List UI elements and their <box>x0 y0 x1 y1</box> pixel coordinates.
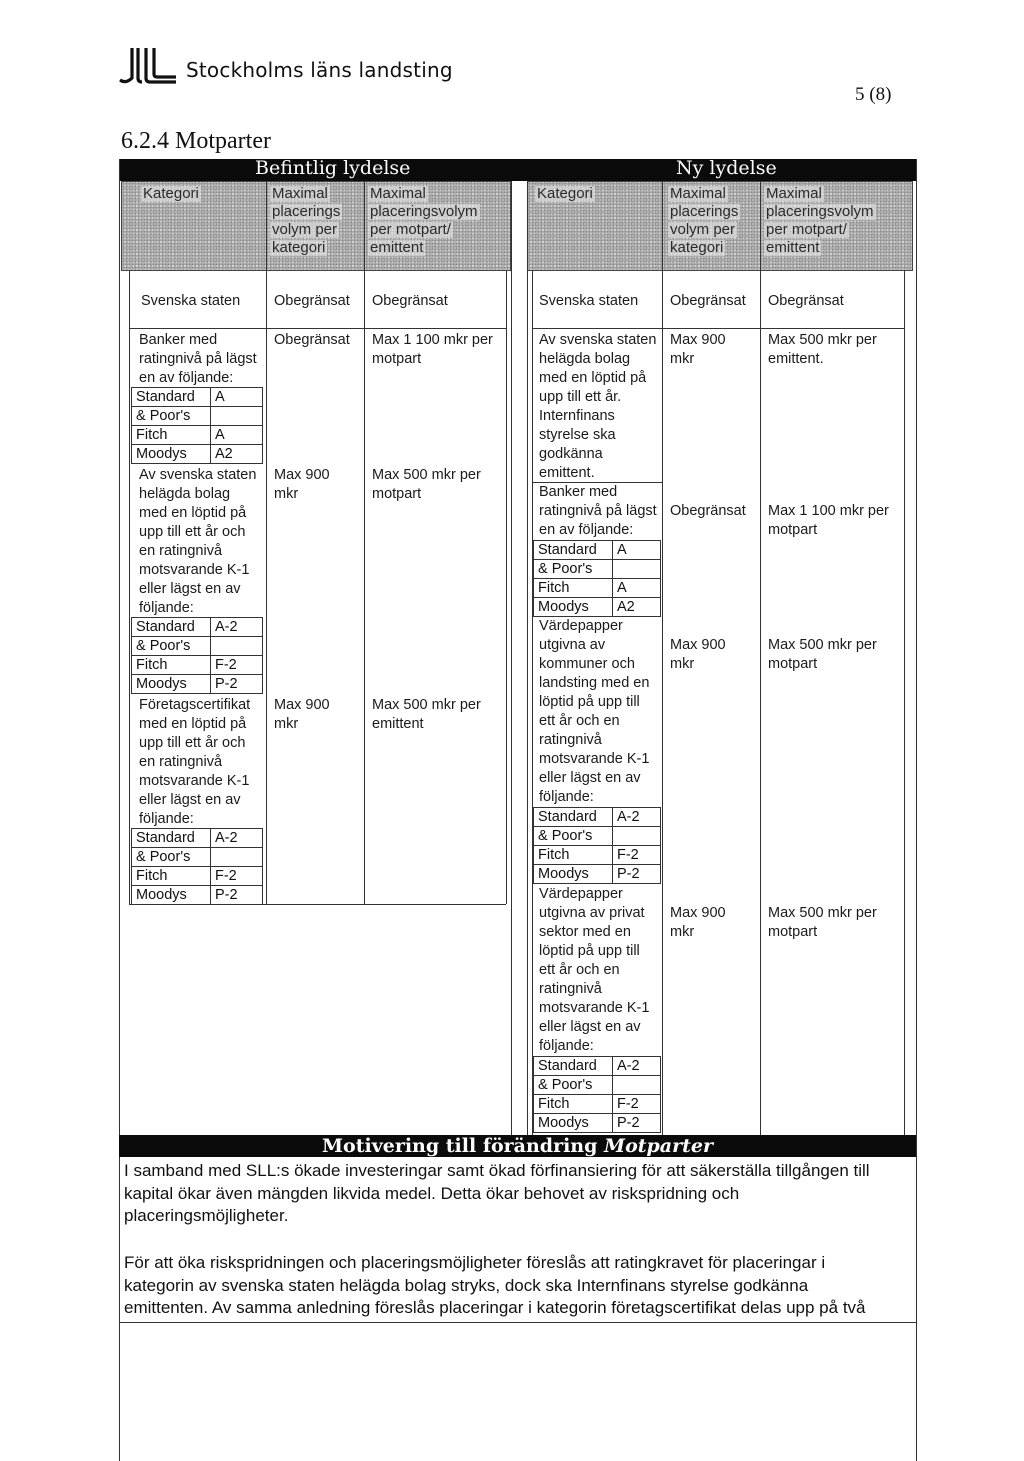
agency: Moodys <box>534 865 613 884</box>
rating <box>613 827 661 846</box>
rating: P-2 <box>211 886 263 905</box>
text-line: ratingnivå <box>539 732 602 748</box>
text-line: helägda bolag <box>539 351 631 367</box>
rating: A2 <box>211 445 263 464</box>
right-group-title: Ny lydelse <box>676 157 777 179</box>
left-banker-text <box>139 331 257 388</box>
text-line: sektor med en <box>539 924 631 940</box>
right-col-sep-1 <box>662 181 663 1141</box>
text-line: Max 500 mkr per <box>372 697 481 713</box>
text-line: mkr <box>670 351 695 367</box>
left-ftg-kat <box>274 696 330 734</box>
motivation-title-prefix: Motivering till förändring <box>322 1135 605 1157</box>
header-label: Maximal <box>766 185 822 202</box>
text-line: med en löptid på <box>539 370 647 386</box>
text-line: Internfinans <box>539 408 615 424</box>
text-line: löptid på upp till <box>539 943 640 959</box>
text-line: helägda bolag <box>139 486 231 502</box>
agency: & Poor's <box>132 407 211 426</box>
rating: P-2 <box>613 1114 661 1133</box>
text-line: eller lägst en av <box>139 792 241 808</box>
text-line: eller lägst en av <box>539 770 641 786</box>
text-line: Max 500 mkr per <box>768 905 877 921</box>
text-line: Max 900 <box>670 332 726 348</box>
left-table-inner-left <box>129 271 130 904</box>
text-line: en av följande: <box>139 370 234 386</box>
rating: F-2 <box>613 846 661 865</box>
agency: & Poor's <box>534 1076 613 1095</box>
text-line: Max 900 <box>274 467 330 483</box>
right-banker-kat: Obegränsat <box>670 503 746 519</box>
text-line: motsvarande K-1 <box>139 562 250 578</box>
text-line: ratingnivå på lägst <box>539 503 657 519</box>
agency: & Poor's <box>132 848 211 867</box>
right-table-right-border <box>904 271 905 1141</box>
header-label: volym per <box>670 221 736 238</box>
header-label: placeringsvolym <box>370 203 478 220</box>
text-line: eller lägst en av <box>139 581 241 597</box>
left-col-sep-2 <box>364 181 365 904</box>
rating: F-2 <box>211 656 263 675</box>
agency: Fitch <box>132 867 211 886</box>
right-svenska-staten: Svenska staten <box>539 293 639 309</box>
right-banker-ratings <box>533 540 661 617</box>
text-line: en av följande: <box>539 522 634 538</box>
header-label: per motpart/ <box>370 221 451 238</box>
motivation-paragraph-2 <box>124 1252 866 1320</box>
rating <box>211 848 263 867</box>
text-line: följande: <box>539 789 594 805</box>
agency: Moodys <box>534 598 613 617</box>
right-kommun-ratings <box>533 807 661 884</box>
text-line: ett år och en <box>539 962 620 978</box>
text-line: Max 500 mkr per <box>768 637 877 653</box>
header-label: Maximal <box>272 185 328 202</box>
text-line: placeringsmöjligheter. <box>124 1206 289 1225</box>
text-line: med en löptid på <box>139 505 247 521</box>
right-kommun-mot <box>768 636 877 674</box>
text-line: I samband med SLL:s ökade investeringar samt ökad förfinansiering för att säkerställa tillgången till <box>124 1161 870 1180</box>
right-privat-ratings <box>533 1056 661 1133</box>
text-line: Banker med <box>139 332 218 348</box>
text-line: en ratingnivå <box>139 543 223 559</box>
table-title-bar <box>119 159 916 181</box>
text-line: kapital ökar även mängden likvida medel. Detta ökar behovet av riskspridning och <box>124 1183 740 1203</box>
rating: F-2 <box>211 867 263 886</box>
right-kommun-text <box>539 617 649 807</box>
text-line: kategorin av svenska staten helägda bolag stryks, dock ska Internfinans styrelse godkänna <box>124 1275 809 1295</box>
header-label: kategori <box>670 239 724 256</box>
text-line: styrelse ska <box>539 427 616 443</box>
header-label: Kategori <box>537 185 593 202</box>
text-line: följande: <box>139 811 194 827</box>
header-label: placerings <box>670 203 739 220</box>
text-line: Av svenska staten <box>539 332 657 348</box>
right-row-sep-1 <box>532 328 904 329</box>
agency: Standard <box>534 808 613 827</box>
rating: P-2 <box>613 865 661 884</box>
text-line: ett år och en <box>539 713 620 729</box>
page-number: 5 (8) <box>855 84 892 105</box>
text-line: Max 900 <box>274 697 330 713</box>
right-col-max-kategori-header <box>668 185 760 257</box>
right-privat-text <box>539 885 649 1056</box>
header-label: Kategori <box>143 185 199 202</box>
left-bolag-ratings <box>131 617 263 694</box>
text-line: eller lägst en av <box>539 1019 641 1035</box>
agency: Fitch <box>132 426 211 445</box>
left-ftg-mot <box>372 696 481 734</box>
agency: Moodys <box>132 675 211 694</box>
header-label: Maximal <box>370 185 426 202</box>
text-line: emittent. <box>768 351 824 367</box>
left-table-inner-right <box>506 271 507 904</box>
motivation-title-italic: Motparter <box>604 1135 713 1157</box>
text-line: godkänna <box>539 446 603 462</box>
agency: Fitch <box>132 656 211 675</box>
text-line: Max 1 100 mkr per <box>768 503 889 519</box>
text-line: mkr <box>670 924 695 940</box>
right-col-sep-2 <box>760 181 761 1141</box>
agency: & Poor's <box>534 560 613 579</box>
agency: Standard <box>132 618 211 637</box>
rating: A <box>613 579 661 598</box>
left-row-sep-1 <box>129 328 506 329</box>
text-line: landsting med en <box>539 675 650 691</box>
left-svenska-staten-mot: Obegränsat <box>372 293 448 309</box>
sll-logo-icon <box>116 44 180 86</box>
agency: Fitch <box>534 1095 613 1114</box>
right-svenska-staten-mot: Obegränsat <box>768 293 844 309</box>
text-line: Värdepapper <box>539 886 623 902</box>
right-privat-mot <box>768 904 877 942</box>
rating: A-2 <box>211 829 263 848</box>
text-line: motpart <box>768 656 818 672</box>
agency: Fitch <box>534 846 613 865</box>
text-line: motsvarande K-1 <box>539 1000 650 1016</box>
text-line: med en löptid på <box>139 716 247 732</box>
rating <box>211 407 263 426</box>
right-privat-kat <box>670 904 726 942</box>
text-line: följande: <box>539 1038 594 1054</box>
text-line: utgivna av privat <box>539 905 645 921</box>
text-line: följande: <box>139 600 194 616</box>
right-banker-text <box>539 483 657 540</box>
left-bolag-text <box>139 466 256 618</box>
right-bolag-mot <box>768 331 877 369</box>
section-title: 6.2.4 Motparter <box>121 128 271 154</box>
text-line: kommuner och <box>539 656 635 672</box>
left-ftg-ratings <box>131 828 263 905</box>
agency: & Poor's <box>132 637 211 656</box>
left-group-title: Befintlig lydelse <box>255 157 411 179</box>
motivation-title-bar <box>119 1135 916 1157</box>
left-svenska-staten-kat: Obegränsat <box>274 293 350 309</box>
header-label: placerings <box>272 203 341 220</box>
rating <box>613 1076 661 1095</box>
org-name: Stockholms läns landsting <box>186 58 453 82</box>
text-line: Värdepapper <box>539 618 623 634</box>
agency: Moodys <box>132 886 211 905</box>
left-col-max-kategori-header <box>270 185 364 257</box>
left-banker-ratings <box>131 387 263 464</box>
right-col-max-motpart-header <box>764 185 910 257</box>
header-label: Maximal <box>670 185 726 202</box>
text-line: upp till ett år och <box>139 524 246 540</box>
header-label: volym per <box>272 221 338 238</box>
text-line: utgivna av <box>539 637 606 653</box>
rating: A-2 <box>613 1057 661 1076</box>
left-table-right-border <box>511 181 512 1141</box>
rating <box>613 560 661 579</box>
text-line: Max 500 mkr per <box>372 467 481 483</box>
left-col-max-motpart-header <box>368 185 508 257</box>
text-line: emittent. <box>539 465 595 481</box>
right-svenska-staten-kat: Obegränsat <box>670 293 746 309</box>
left-ftg-text <box>139 696 250 829</box>
text-line: motpart <box>768 924 818 940</box>
text-line: motsvarande K-1 <box>139 773 250 789</box>
left-svenska-staten: Svenska staten <box>141 293 241 309</box>
text-line: upp till ett år. <box>539 389 622 405</box>
right-kommun-kat <box>670 636 726 674</box>
header-label: emittent <box>766 239 820 256</box>
rating: P-2 <box>211 675 263 694</box>
text-line: motsvarande K-1 <box>539 751 650 767</box>
agency: & Poor's <box>534 827 613 846</box>
left-banker-kat: Obegränsat <box>274 332 350 348</box>
text-line: löptid på upp till <box>539 694 640 710</box>
text-line: Max 1 100 mkr per <box>372 332 493 348</box>
text-line: motpart <box>372 351 422 367</box>
right-bolag-kat <box>670 331 726 369</box>
agency: Standard <box>132 829 211 848</box>
text-line: emittent <box>372 716 424 732</box>
right-table-inner-left <box>532 271 533 1141</box>
text-line: mkr <box>274 716 299 732</box>
text-line: Max 500 mkr per <box>768 332 877 348</box>
text-line: ratingnivå <box>539 981 602 997</box>
right-table-left-border <box>527 181 528 1141</box>
left-banker-mot <box>372 331 493 369</box>
left-bolag-mot <box>372 466 481 504</box>
text-line: Max 900 <box>670 905 726 921</box>
rating: A-2 <box>211 618 263 637</box>
left-bolag-kat <box>274 466 330 504</box>
text-line: upp till ett år och <box>139 735 246 751</box>
text-line: För att öka riskspridningen och placeringsmöjligheter föreslås att ratingkravet för placeringar i <box>124 1253 826 1272</box>
right-banker-mot <box>768 502 889 540</box>
text-line: mkr <box>274 486 299 502</box>
text-line: mkr <box>670 656 695 672</box>
header-label: per motpart/ <box>766 221 847 238</box>
text-line: motpart <box>768 522 818 538</box>
text-line: Banker med <box>539 484 618 500</box>
text-line: motpart <box>372 486 422 502</box>
text-line: Av svenska staten <box>139 467 257 483</box>
text-line: en ratingnivå <box>139 754 223 770</box>
left-col-sep-1 <box>266 181 267 904</box>
rating: A <box>211 426 263 445</box>
motivation-paragraph-1 <box>124 1160 870 1228</box>
text-line: Max 900 <box>670 637 726 653</box>
rating <box>211 637 263 656</box>
agency: Standard <box>132 388 211 407</box>
rating: A-2 <box>613 808 661 827</box>
text-line: Företagscertifikat <box>139 697 251 713</box>
agency: Standard <box>534 1057 613 1076</box>
agency: Moodys <box>132 445 211 464</box>
agency: Standard <box>534 541 613 560</box>
rating: A <box>211 388 263 407</box>
left-col-kategori-header <box>141 185 201 203</box>
rating: A <box>613 541 661 560</box>
outer-left-border <box>119 159 120 1461</box>
rating: F-2 <box>613 1095 661 1114</box>
header-label: emittent <box>370 239 424 256</box>
text-line: emittenten. Av samma anledning föreslås placeringar i kategorin företagscertifikat delas upp på två <box>124 1298 866 1317</box>
agency: Moodys <box>534 1114 613 1133</box>
agency: Fitch <box>534 579 613 598</box>
text-line: ratingnivå på lägst <box>139 351 257 367</box>
outer-right-border <box>916 159 917 1461</box>
header-label: placeringsvolym <box>766 203 874 220</box>
right-col-kategori-header <box>535 185 595 203</box>
bottom-border <box>119 1322 916 1323</box>
header-label: kategori <box>272 239 326 256</box>
right-bolag-text <box>539 331 656 483</box>
rating: A2 <box>613 598 661 617</box>
